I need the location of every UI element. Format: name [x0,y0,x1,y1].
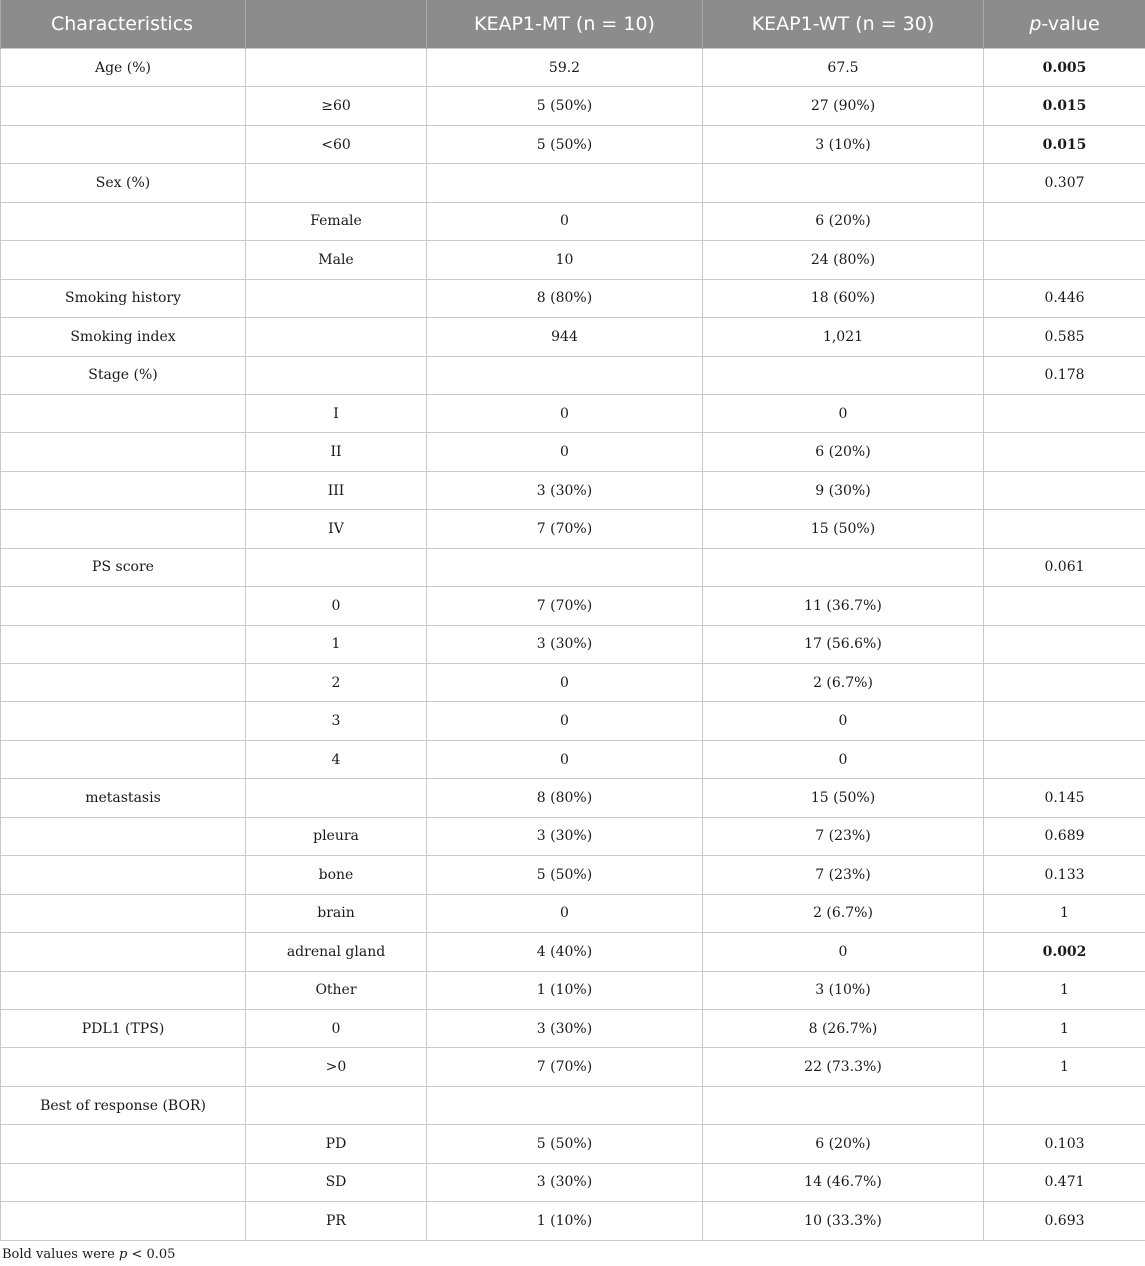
cell-keap1-wt [703,356,984,394]
cell-subgroup: 3 [246,702,427,740]
cell-p-value: 0.145 [984,779,1145,817]
table-row [1,548,1145,586]
cell-p-value: 0.446 [984,279,1145,317]
cell-characteristic [1,1048,246,1086]
cell-subgroup: 0 [246,1009,427,1047]
table-row [1,49,1145,87]
cell-keap1-mt: 7 (70%) [427,510,703,548]
cell-keap1-mt: 7 (70%) [427,587,703,625]
cell-keap1-mt [427,356,703,394]
cell-keap1-wt: 14 (46.7%) [703,1163,984,1201]
table-row [1,894,1145,932]
cell-characteristic [1,971,246,1009]
cell-subgroup: 1 [246,625,427,663]
cell-p-value: 0.133 [984,856,1145,894]
cell-p-value: 1 [984,971,1145,1009]
cell-characteristic [1,1125,246,1163]
cell-p-value [984,433,1145,471]
cell-p-value: 0.178 [984,356,1145,394]
cell-keap1-wt: 6 (20%) [703,433,984,471]
cell-keap1-wt: 0 [703,394,984,432]
cell-keap1-wt: 15 (50%) [703,779,984,817]
cell-keap1-wt: 27 (90%) [703,87,984,125]
cell-characteristic: Age (%) [1,49,246,87]
cell-keap1-mt [427,164,703,202]
cell-characteristic [1,241,246,279]
cell-subgroup [246,356,427,394]
header-p-value [984,0,1145,49]
cell-characteristic [1,856,246,894]
cell-characteristic [1,433,246,471]
table-row [1,433,1145,471]
cell-keap1-wt: 3 (10%) [703,971,984,1009]
cell-p-value [984,394,1145,432]
cell-keap1-mt: 1 (10%) [427,971,703,1009]
cell-subgroup: PD [246,1125,427,1163]
cell-keap1-wt: 10 (33.3%) [703,1202,984,1240]
cell-p-value [984,241,1145,279]
cell-keap1-mt: 0 [427,433,703,471]
cell-p-value [984,510,1145,548]
cell-keap1-mt: 5 (50%) [427,87,703,125]
cell-keap1-wt: 15 (50%) [703,510,984,548]
table-row [1,510,1145,548]
cell-characteristic [1,740,246,778]
cell-keap1-mt: 0 [427,740,703,778]
header-keap1-mt: KEAP1-MT (n = 10) [427,0,703,49]
cell-subgroup: IV [246,510,427,548]
cell-subgroup [246,779,427,817]
cell-characteristic: Smoking index [1,318,246,356]
header-subgroup [246,0,427,49]
cell-keap1-wt: 6 (20%) [703,202,984,240]
cell-p-value: 0.015 [984,87,1145,125]
table-row [1,933,1145,971]
cell-characteristic: Best of response (BOR) [1,1086,246,1124]
cell-keap1-mt [427,548,703,586]
cell-characteristic [1,394,246,432]
cell-subgroup: PR [246,1202,427,1240]
cell-keap1-mt: 3 (30%) [427,1009,703,1047]
cell-p-value: 0.585 [984,318,1145,356]
cell-characteristic [1,1163,246,1201]
cell-subgroup: 4 [246,740,427,778]
cell-keap1-wt [703,1086,984,1124]
cell-keap1-wt: 6 (20%) [703,1125,984,1163]
cell-keap1-wt: 11 (36.7%) [703,587,984,625]
cell-keap1-wt: 1,021 [703,318,984,356]
table-row [1,125,1145,163]
cell-p-value [984,471,1145,509]
table-row [1,202,1145,240]
cell-subgroup: 2 [246,664,427,702]
cell-p-value: 0.005 [984,49,1145,87]
cell-subgroup: >0 [246,1048,427,1086]
footnote [2,1247,175,1262]
cell-keap1-wt: 0 [703,933,984,971]
cell-characteristic: Stage (%) [1,356,246,394]
cell-keap1-mt: 0 [427,664,703,702]
table-header [1,0,1145,49]
cell-keap1-mt: 0 [427,202,703,240]
cell-keap1-mt: 5 (50%) [427,856,703,894]
cell-keap1-wt: 8 (26.7%) [703,1009,984,1047]
cell-p-value: 0.693 [984,1202,1145,1240]
cell-p-value [984,1086,1145,1124]
table-row [1,394,1145,432]
cell-p-value: 0.002 [984,933,1145,971]
cell-characteristic [1,471,246,509]
table-row [1,1202,1145,1240]
table-row [1,779,1145,817]
cell-characteristic: metastasis [1,779,246,817]
cell-p-value: 0.061 [984,548,1145,586]
cell-keap1-mt: 7 (70%) [427,1048,703,1086]
cell-subgroup: 0 [246,587,427,625]
cell-p-value [984,702,1145,740]
table-row [1,279,1145,317]
cell-subgroup [246,548,427,586]
cell-p-value: 0.689 [984,817,1145,855]
cell-p-value: 1 [984,894,1145,932]
cell-characteristic [1,587,246,625]
table-row [1,1163,1145,1201]
table-row [1,664,1145,702]
cell-subgroup [246,49,427,87]
cell-keap1-mt: 5 (50%) [427,1125,703,1163]
cell-characteristic: Sex (%) [1,164,246,202]
cell-characteristic [1,510,246,548]
cell-p-value [984,625,1145,663]
cell-characteristic: Smoking history [1,279,246,317]
cell-subgroup [246,318,427,356]
table-row [1,356,1145,394]
cell-p-value [984,587,1145,625]
cell-subgroup: <60 [246,125,427,163]
cell-keap1-wt: 0 [703,740,984,778]
cell-keap1-wt: 17 (56.6%) [703,625,984,663]
cell-characteristic [1,933,246,971]
cell-subgroup: Female [246,202,427,240]
cell-characteristic [1,664,246,702]
cell-characteristic: PDL1 (TPS) [1,1009,246,1047]
cell-keap1-wt: 7 (23%) [703,856,984,894]
cell-keap1-mt: 944 [427,318,703,356]
table-row [1,971,1145,1009]
cell-p-value [984,202,1145,240]
header-row [1,0,1145,49]
table-row [1,740,1145,778]
cell-keap1-mt: 0 [427,894,703,932]
table-body [1,49,1145,1241]
cell-p-value: 1 [984,1048,1145,1086]
cell-keap1-mt [427,1086,703,1124]
cell-subgroup [246,279,427,317]
header-characteristics: Characteristics [1,0,246,49]
cell-keap1-mt: 8 (80%) [427,279,703,317]
cell-keap1-mt: 3 (30%) [427,471,703,509]
table-row [1,625,1145,663]
cell-keap1-mt: 0 [427,702,703,740]
cell-subgroup [246,1086,427,1124]
cell-keap1-wt: 0 [703,702,984,740]
cell-subgroup: I [246,394,427,432]
footnote-suffix: < 0.05 [127,1247,176,1262]
cell-subgroup: pleura [246,817,427,855]
cell-subgroup: adrenal gland [246,933,427,971]
header-p-rest: -value [1041,13,1100,35]
cell-subgroup: Other [246,971,427,1009]
cell-subgroup: III [246,471,427,509]
cell-keap1-mt: 5 (50%) [427,125,703,163]
cell-characteristic [1,817,246,855]
cell-keap1-mt: 3 (30%) [427,625,703,663]
cell-subgroup: ≥60 [246,87,427,125]
table-row [1,1086,1145,1124]
cell-keap1-wt: 18 (60%) [703,279,984,317]
cell-keap1-mt: 3 (30%) [427,1163,703,1201]
table-row [1,471,1145,509]
table-row [1,318,1145,356]
cell-subgroup: Male [246,241,427,279]
table-row [1,241,1145,279]
cell-keap1-wt: 2 (6.7%) [703,894,984,932]
cell-keap1-wt: 67.5 [703,49,984,87]
cell-subgroup: bone [246,856,427,894]
cell-keap1-mt: 0 [427,394,703,432]
table-row [1,856,1145,894]
cell-characteristic [1,625,246,663]
table-row [1,817,1145,855]
cell-p-value: 0.307 [984,164,1145,202]
table-row [1,702,1145,740]
table-row [1,87,1145,125]
cell-subgroup: II [246,433,427,471]
table-row [1,1125,1145,1163]
cell-keap1-wt: 7 (23%) [703,817,984,855]
cell-subgroup [246,164,427,202]
cell-p-value: 1 [984,1009,1145,1047]
cell-keap1-wt [703,548,984,586]
cell-characteristic [1,1202,246,1240]
cell-keap1-wt: 22 (73.3%) [703,1048,984,1086]
cell-subgroup: brain [246,894,427,932]
table-row [1,1048,1145,1086]
cell-keap1-mt: 3 (30%) [427,817,703,855]
cell-keap1-wt [703,164,984,202]
cell-keap1-wt: 24 (80%) [703,241,984,279]
cell-characteristic [1,894,246,932]
cell-keap1-mt: 4 (40%) [427,933,703,971]
footnote-prefix: Bold values were [2,1247,119,1262]
cell-keap1-mt: 1 (10%) [427,1202,703,1240]
cell-characteristic [1,87,246,125]
table-row [1,1009,1145,1047]
header-p-italic: p [1029,13,1042,35]
cell-p-value: 0.471 [984,1163,1145,1201]
cell-keap1-wt: 3 (10%) [703,125,984,163]
cell-keap1-mt: 59.2 [427,49,703,87]
cell-keap1-wt: 2 (6.7%) [703,664,984,702]
cell-keap1-mt: 10 [427,241,703,279]
cell-characteristic [1,202,246,240]
cell-characteristic [1,125,246,163]
cell-p-value: 0.015 [984,125,1145,163]
cell-characteristic [1,702,246,740]
cell-characteristic: PS score [1,548,246,586]
cell-p-value: 0.103 [984,1125,1145,1163]
footnote-p: p [118,1247,128,1262]
cell-p-value [984,664,1145,702]
cell-p-value [984,740,1145,778]
table-row [1,587,1145,625]
cell-keap1-mt: 8 (80%) [427,779,703,817]
cell-keap1-wt: 9 (30%) [703,471,984,509]
header-keap1-wt: KEAP1-WT (n = 30) [703,0,984,49]
table-row [1,164,1145,202]
cell-subgroup: SD [246,1163,427,1201]
